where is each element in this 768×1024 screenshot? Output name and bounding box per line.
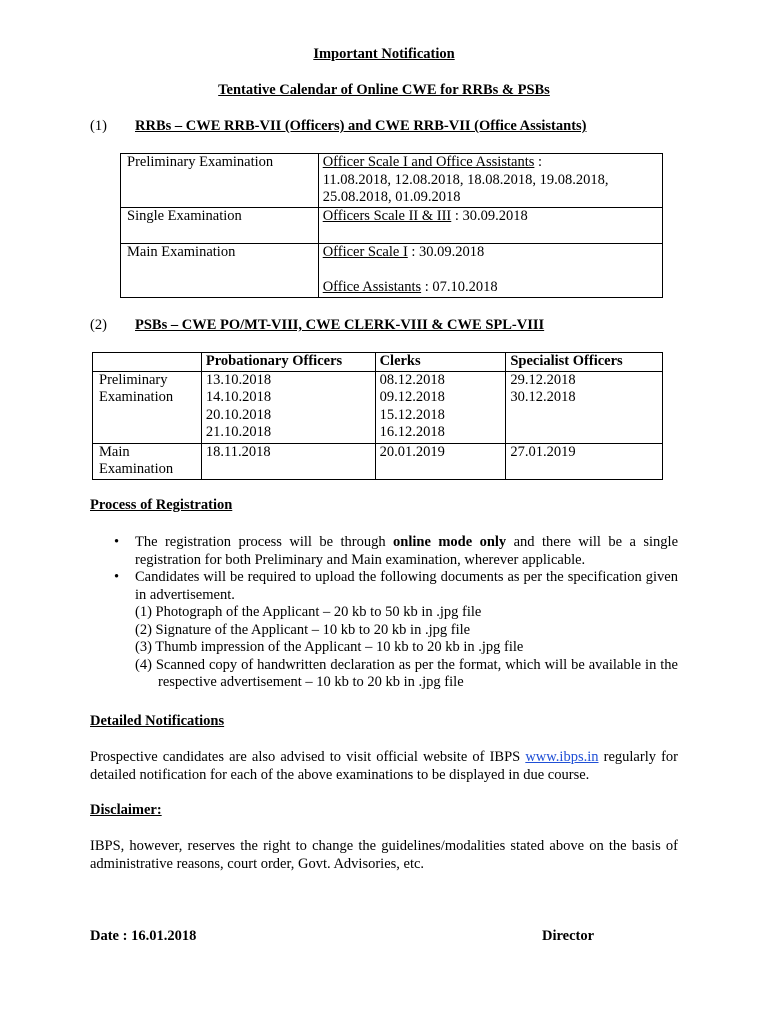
exam-date: : 30.09.2018 [407, 244, 485, 260]
separator: : [534, 154, 543, 170]
clerks-dates [375, 371, 506, 443]
row-value [318, 208, 662, 244]
exam-category: Office Assistants [322, 279, 422, 295]
table-header-row [93, 353, 663, 372]
column-header-so: Specialist Officers [506, 353, 663, 372]
row-label [93, 371, 202, 443]
row-label-line: Examination [99, 389, 174, 405]
exam-date: : 30.09.2018 [451, 208, 528, 224]
po-date: 18.11.2018 [201, 443, 375, 479]
rrb-schedule-table [120, 153, 663, 298]
detailed-paragraph [90, 749, 678, 784]
exam-category: Officers Scale II & III [322, 208, 452, 224]
exam-dates: 25.08.2018, 01.09.2018 [322, 189, 461, 205]
paragraph-text: regularly for detailed notification for each of the above examinations to be displayed in due course. [90, 749, 678, 783]
po-dates [201, 371, 375, 443]
row-label-line: Main [99, 443, 130, 460]
registration-list [90, 534, 678, 692]
column-header-po: Probationary Officers [201, 353, 375, 372]
list-item [90, 534, 678, 569]
bullet-emphasis: online mode only [393, 534, 507, 550]
exam-dates: 11.08.2018, 12.08.2018, 18.08.2018, 19.08.2018, [322, 171, 609, 188]
ibps-website-link[interactable]: www.ibps.in [525, 749, 599, 765]
document-item: (1) Photograph of the Applicant – 20 kb to 50 kb in .jpg file [135, 604, 482, 620]
row-label: Single Examination [121, 208, 319, 244]
disclaimer-heading: Disclaimer: [90, 802, 162, 818]
date: 30.12.2018 [510, 389, 576, 405]
so-dates [506, 371, 663, 443]
table-row [121, 208, 663, 244]
paragraph-text: Prospective candidates are also advised to visit official website of IBPS [90, 749, 526, 765]
exam-category: Officer Scale I [322, 244, 408, 260]
bullet-text: and there will be a single registration for both Preliminary and Main examination, wherever applicable. [135, 534, 679, 568]
date: 08.12.2018 [379, 371, 445, 388]
signatory: Director [542, 928, 595, 944]
disclaimer-paragraph: IBPS, however, reserves the right to change the guidelines/modalities stated above on the basis of administrative reasons, court order, Govt. Advisories, etc. [90, 838, 678, 872]
page-subtitle: Tentative Calendar of Online CWE for RRBs & PSBs [218, 82, 550, 98]
section2-heading: PSBs – CWE PO/MT-VIII, CWE CLERK-VIII & CWE SPL-VIII [135, 317, 545, 333]
document-item: (2) Signature of the Applicant – 10 kb to 20 kb in .jpg file [135, 621, 471, 638]
table-row [93, 371, 663, 443]
row-value [318, 154, 662, 208]
row-label [93, 443, 202, 479]
date: 21.10.2018 [205, 424, 272, 440]
date: 29.12.2018 [510, 371, 576, 388]
section1-heading: RRBs – CWE RRB-VII (Officers) and CWE RRB-VII (Office Assistants) [135, 118, 587, 134]
date: 15.12.2018 [379, 406, 445, 423]
bullet-text: Candidates will be required to upload the following documents as per the specification given in advertisement. [135, 569, 678, 603]
date: 14.10.2018 [205, 389, 272, 405]
date: 13.10.2018 [205, 371, 272, 388]
exam-category: Officer Scale I and Office Assistants [322, 154, 535, 170]
clerks-date: 20.01.2019 [375, 443, 506, 479]
row-label: Preliminary Examination [121, 154, 319, 208]
exam-date: : 07.10.2018 [421, 279, 498, 295]
document-list [135, 604, 678, 692]
psb-schedule-table [92, 352, 663, 480]
section2-number: (2) [90, 317, 107, 333]
row-label-line: Examination [99, 461, 174, 477]
registration-heading: Process of Registration [90, 497, 233, 513]
document-item: (4) Scanned copy of handwritten declaration as per the format, which will be available in the respective advertisement – 10 kb to 20 kb in .jpg file [135, 656, 678, 690]
date: 20.10.2018 [205, 406, 272, 423]
section1-number: (1) [90, 118, 107, 134]
list-item [90, 569, 678, 692]
row-value [318, 244, 662, 298]
document-item: (3) Thumb impression of the Applicant – 10 kb to 20 kb in .jpg file [135, 639, 524, 655]
date: 16.12.2018 [379, 424, 445, 440]
row-label: Main Examination [121, 244, 319, 298]
date: 09.12.2018 [379, 389, 445, 405]
so-date: 27.01.2019 [506, 443, 663, 479]
page-title: Important Notification [313, 46, 455, 62]
detailed-heading: Detailed Notifications [90, 713, 225, 729]
column-header [93, 353, 202, 372]
table-row [121, 244, 663, 298]
column-header-clerks: Clerks [375, 353, 506, 372]
table-row [121, 154, 663, 208]
table-row [93, 443, 663, 479]
document-date: Date : 16.01.2018 [90, 928, 197, 944]
row-label-line: Preliminary [99, 371, 168, 388]
bullet-text: The registration process will be through [135, 534, 394, 550]
